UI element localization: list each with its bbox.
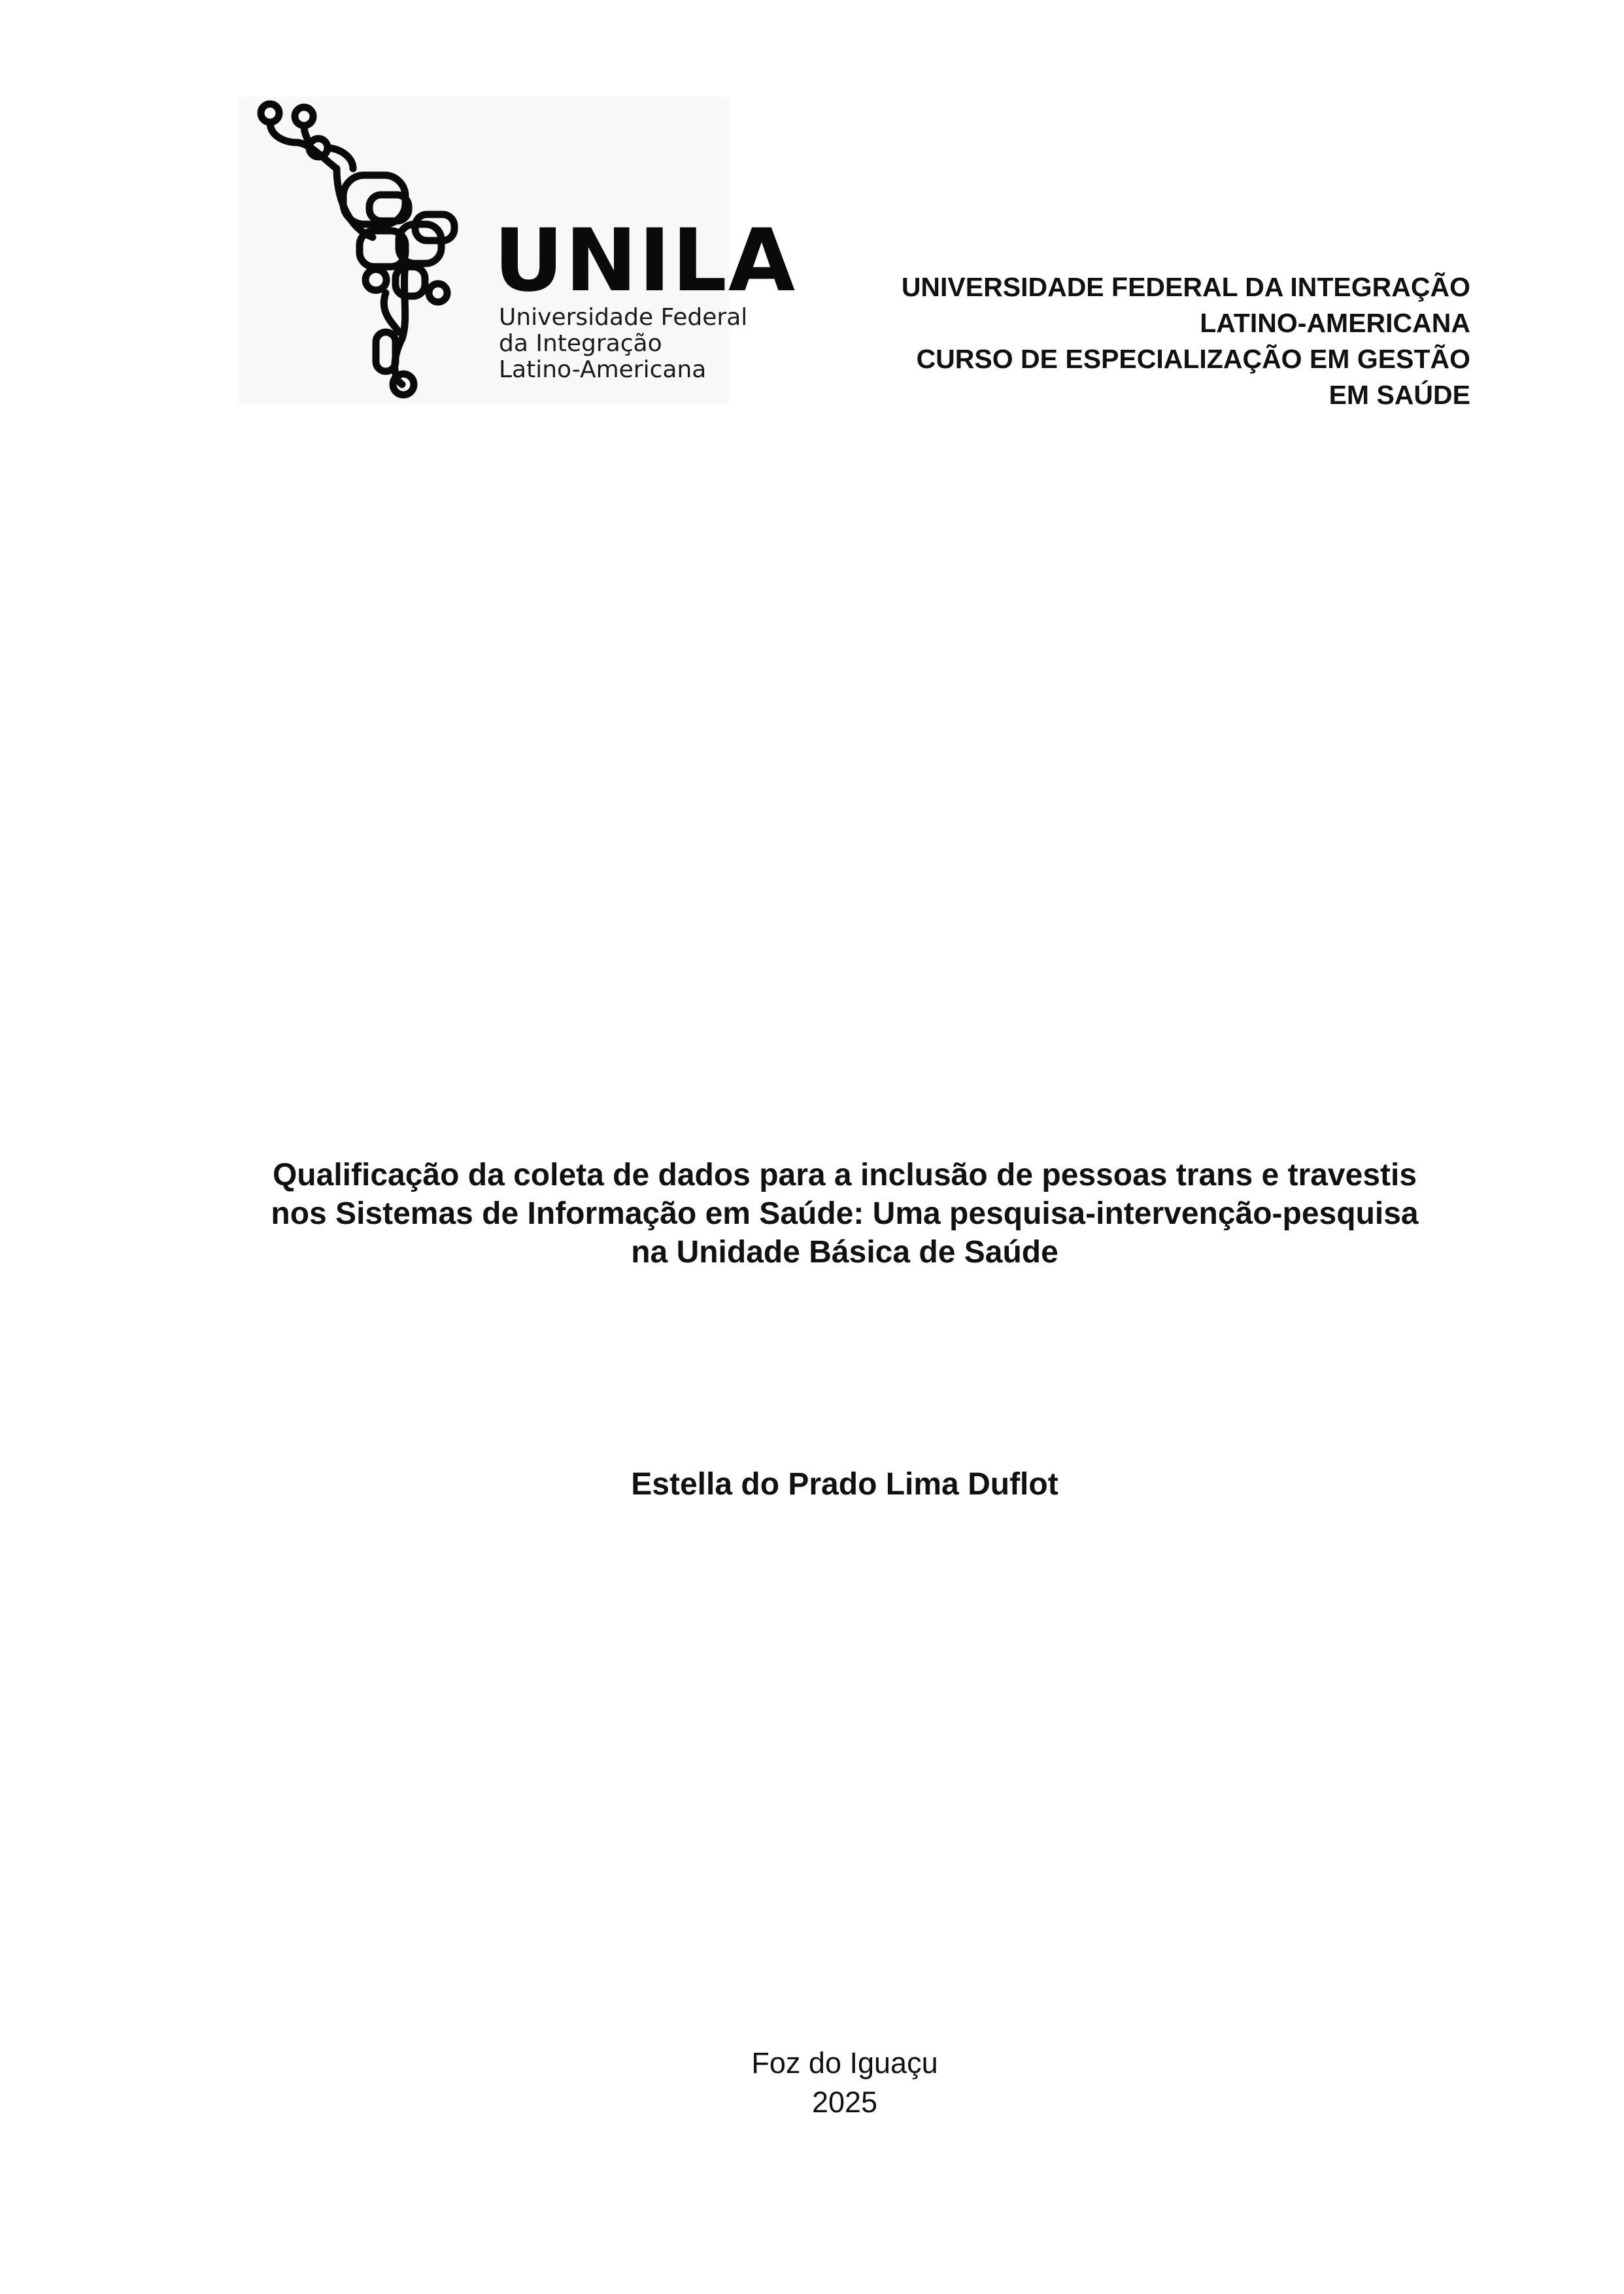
footer: [196, 2044, 1493, 2122]
institution-header: [751, 269, 1470, 413]
title-line: na Unidade Básica de Saúde: [631, 1235, 1058, 1270]
logo-subtitle: [499, 305, 747, 383]
logo-subtitle-line: Latino-Americana: [499, 356, 707, 383]
unila-emblem-icon: [239, 97, 494, 404]
footer-year: 2025: [811, 2085, 878, 2119]
logo-wordmark: UNILA: [494, 211, 797, 311]
header-line: LATINO-AMERICANA: [1200, 308, 1470, 338]
header-line: CURSO DE ESPECIALIZAÇÃO EM GESTÃO: [916, 344, 1470, 374]
author-name: Estella do Prado Lima Duflot: [631, 1467, 1058, 1502]
header-line: EM SAÚDE: [1328, 380, 1470, 410]
university-logo: [239, 97, 797, 404]
header-line: UNIVERSIDADE FEDERAL DA INTEGRAÇÃO: [901, 272, 1470, 302]
logo-subtitle-line: Universidade Federal: [499, 304, 748, 331]
title-line: Qualificação da coleta de dados para a inclusão de pessoas trans e travestis: [272, 1158, 1417, 1192]
document-title: [196, 1156, 1493, 1272]
logo-subtitle-line: da Integração: [499, 330, 662, 357]
footer-city: Foz do Iguaçu: [751, 2046, 938, 2080]
title-line: nos Sistemas de Informação em Saúde: Uma pesquisa-intervenção-pesquisa: [271, 1196, 1419, 1231]
